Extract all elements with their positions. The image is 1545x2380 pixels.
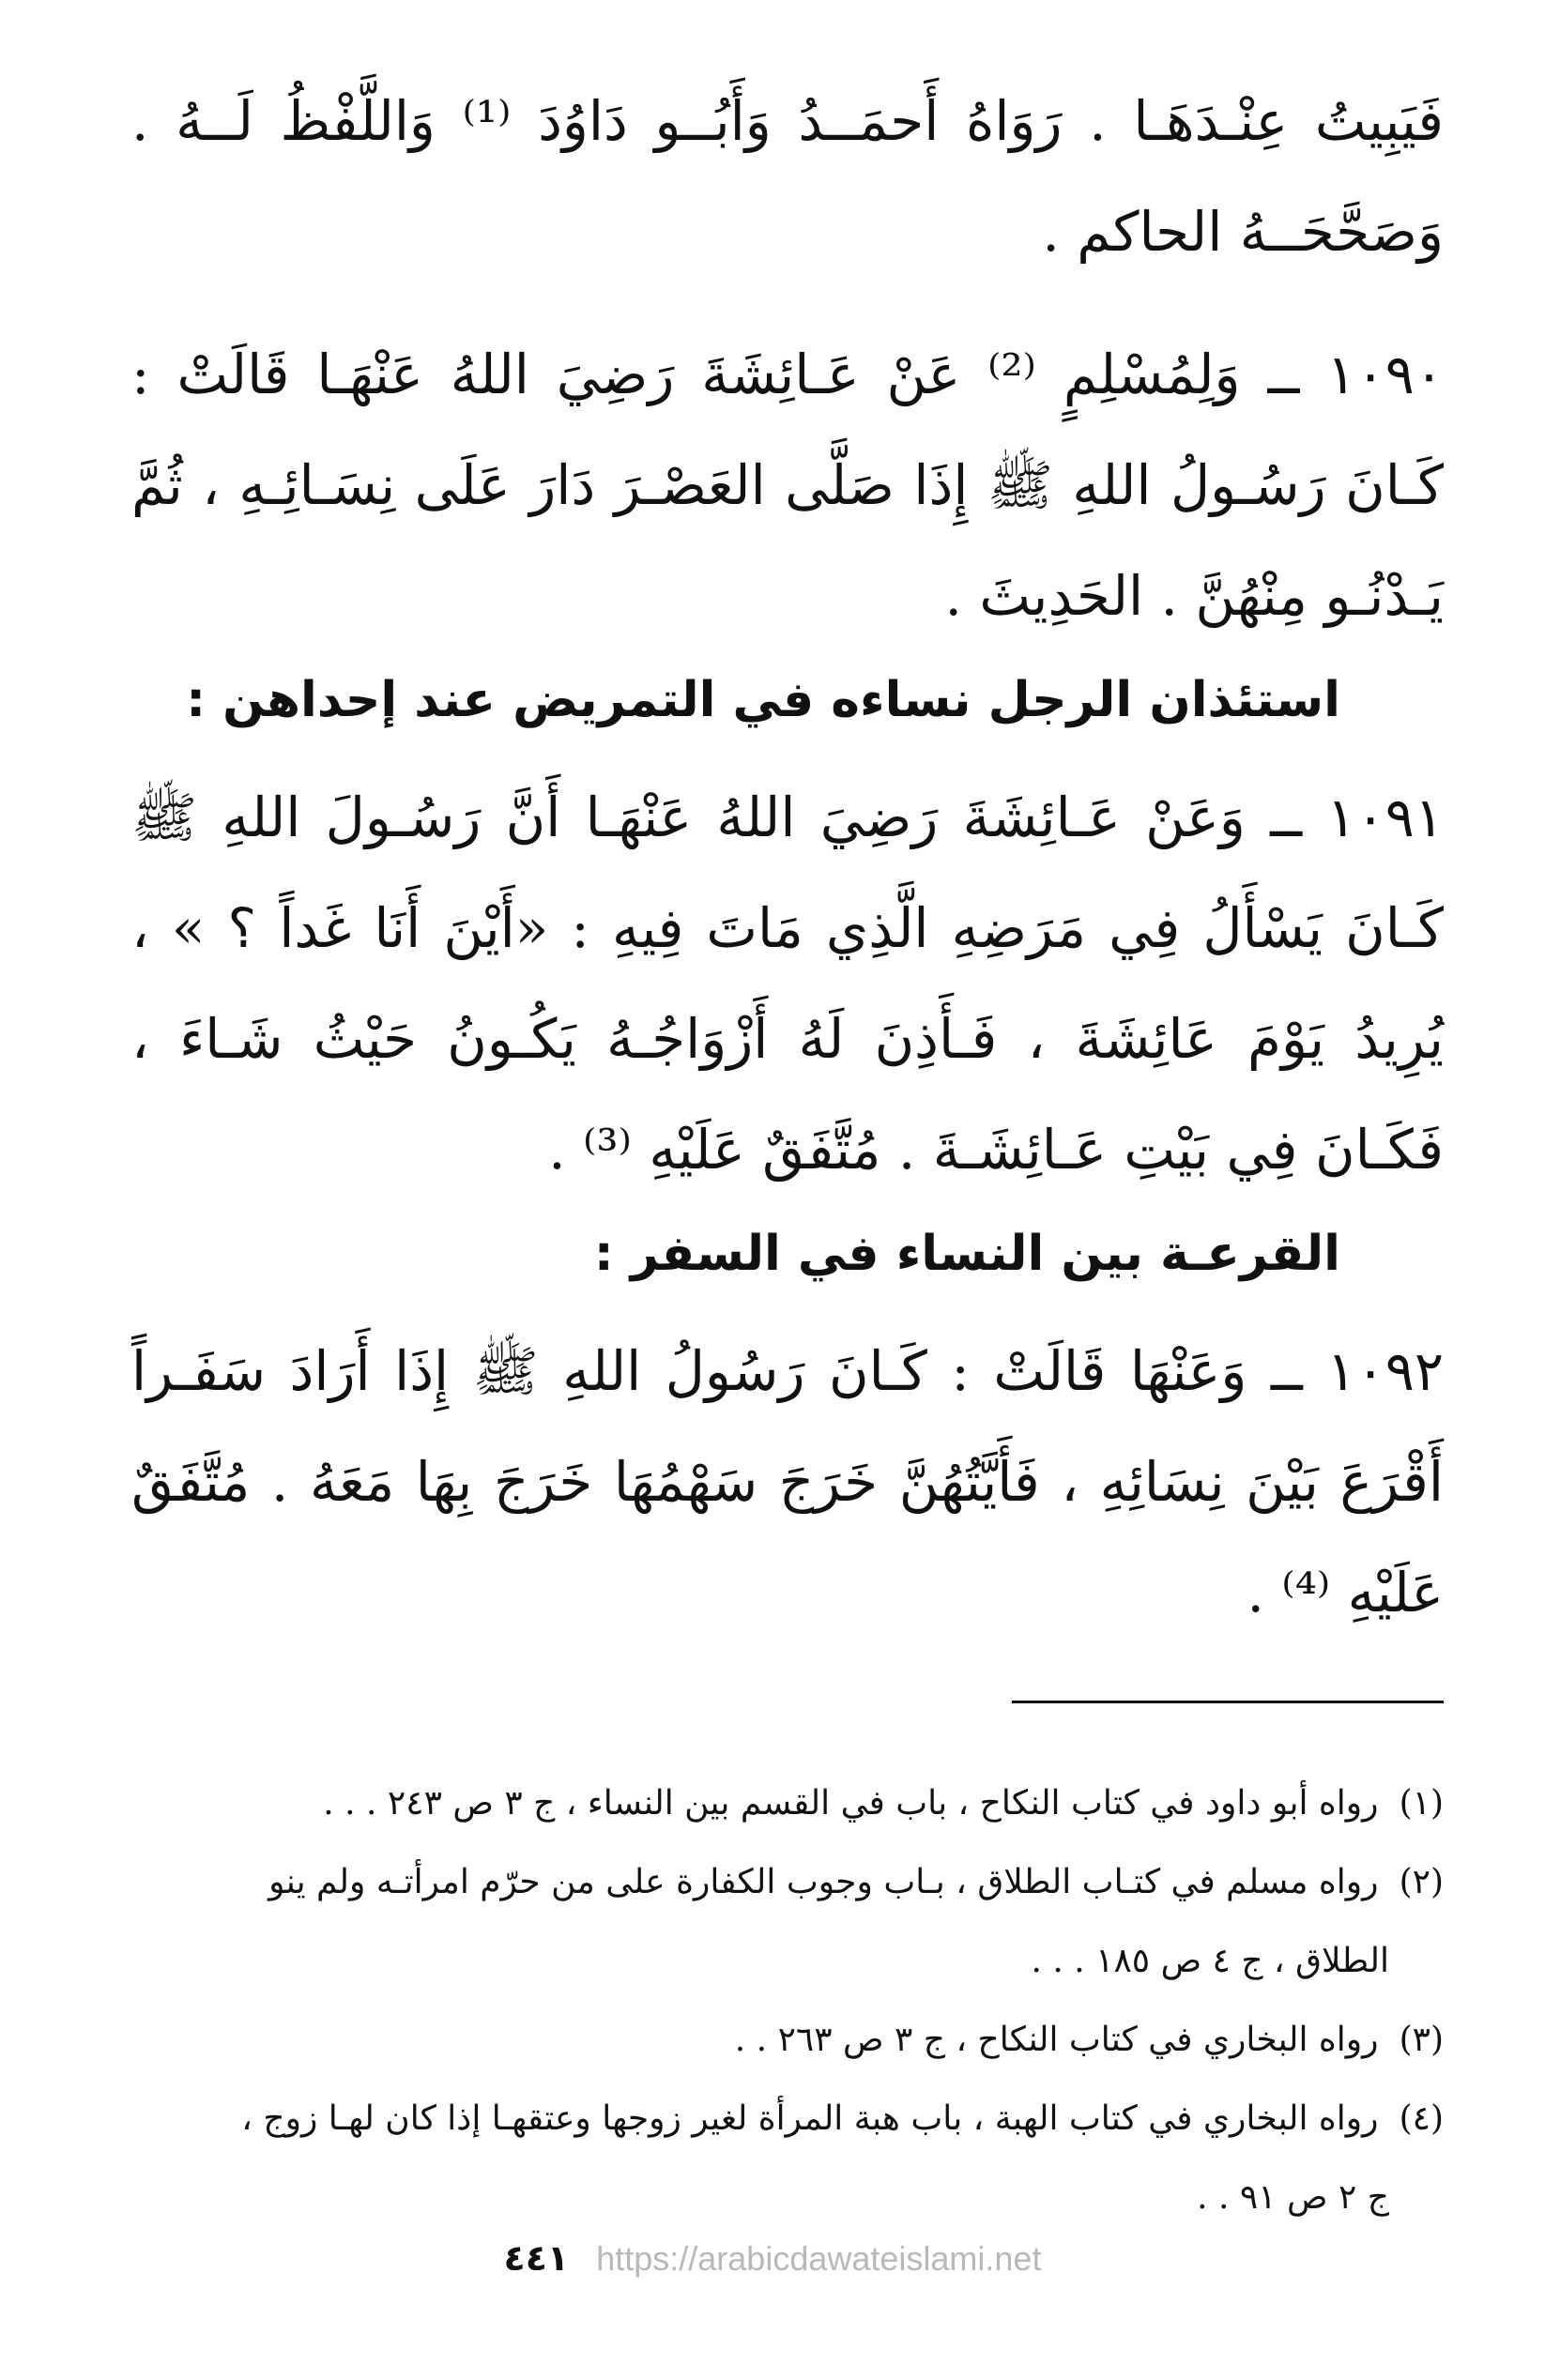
footnote-number: (١)	[1399, 1784, 1444, 1823]
footnote-text: رواه أبو داود في كتاب النكاح ، باب في القسم بين النساء ، ج ٣ ص ٢٤٣ . . .	[323, 1784, 1379, 1823]
footnote-text: رواه البخاري في كتاب الهبة ، باب هبة المرأة لغير زوجها وعتقهـا إذا كان لهـا زوج ،	[241, 2099, 1379, 2138]
section-heading-lots: القرعـة بين النساء في السفر :	[593, 1226, 1340, 1282]
footnote-separator	[1012, 1701, 1444, 1703]
footnote-4-continuation: ج ٢ ص ٩١ . .	[1197, 2178, 1389, 2217]
hadith-1091: ١٠٩١ ــ وَعَنْ عَـائِشَةَ رَضِيَ اللهُ عَنْهَـا أَنَّ رَسُـولَ اللهِ ﷺ كَـانَ يَسْأَلُ فِي مَرَضِهِ الَّذِي مَاتَ فِيهِ : «أَيْنَ أَنَا غَداً ؟ » ، يُرِيدُ يَوْمَ عَائِشَةَ ، فَـأَذِنَ لَهُ أَزْوَاجُـهُ يَكُـونُ حَيْثُ شَـاءَ ، فَكَـانَ فِي بَيْتِ عَـائِشَـةَ . مُتَّفَقٌ عَلَيْهِ ⁽³⁾ .	[131, 786, 1445, 1182]
spacer	[131, 1303, 1444, 1316]
page-number: ٤٤١	[503, 2237, 570, 2279]
footnote-number: (٣)	[1399, 2021, 1444, 2059]
footnotes	[131, 1764, 1444, 2237]
hadith-1092: ١٠٩٢ ــ وَعَنْهَا قَالَتْ : كَـانَ رَسُولُ اللهِ ﷺ إِذَا أَرَادَ سَفَـراً أَقْرَعَ بَيْنَ نِسَائِهِ ، فَأَيَّتُهُنَّ خَرَجَ سَهْمُهَا خَرَجَ بِهَا مَعَهُ . مُتَّفَقٌ عَلَيْهِ ⁽⁴⁾ .	[131, 1339, 1444, 1625]
main-text	[131, 66, 1444, 1648]
footnote-2	[131, 1843, 1444, 1922]
page-footer	[0, 2237, 1545, 2294]
spacer	[131, 749, 1444, 762]
footnote-text: رواه البخاري في كتاب النكاح ، ج ٣ ص ٢٦٣ . .	[734, 2021, 1379, 2059]
footnote-3	[131, 2001, 1444, 2080]
footnote-text: رواه مسلم في كتـاب الطلاق ، بـاب وجوب الكفارة على من حرّم امرأتـه ولم ينو	[268, 1863, 1379, 1901]
watermark-url: https://arabicdawateislami.net	[596, 2239, 1042, 2278]
footnote-number: (٢)	[1399, 1863, 1444, 1901]
spacer	[131, 287, 1444, 319]
footnote-4	[131, 2080, 1444, 2159]
hadith-1090: ١٠٩٠ ــ وَلِمُسْلِمٍ ⁽²⁾ عَنْ عَـائِشَةَ رَضِيَ اللهُ عَنْهَـا قَالَتْ : كَـانَ رَسُـولُ اللهِ ﷺ إِذَا صَلَّى العَصْـرَ دَارَ عَلَى نِسَـائِـهِ ، ثُمَّ يَـدْنُـو مِنْهُنَّ . الحَدِيثَ .	[131, 343, 1444, 628]
footnote-1	[131, 1764, 1444, 1843]
footnote-2-continuation: الطلاق ، ج ٤ ص ١٨٥ . . .	[1031, 1942, 1389, 1980]
footnote-number: (٤)	[1399, 2099, 1444, 2138]
section-heading-permission: استئذان الرجل نساءه في التمريض عند إحداهن :	[186, 672, 1340, 728]
paragraph-continuation: فَيَبِيتُ عِنْـدَهَـا . رَوَاهُ أَحمَــدُ وَأَبُــو دَاوُدَ ⁽¹⁾ وَاللَّفْظُ لَــهُ . وَصَحَّحَــهُ الحاكم .	[131, 89, 1445, 264]
